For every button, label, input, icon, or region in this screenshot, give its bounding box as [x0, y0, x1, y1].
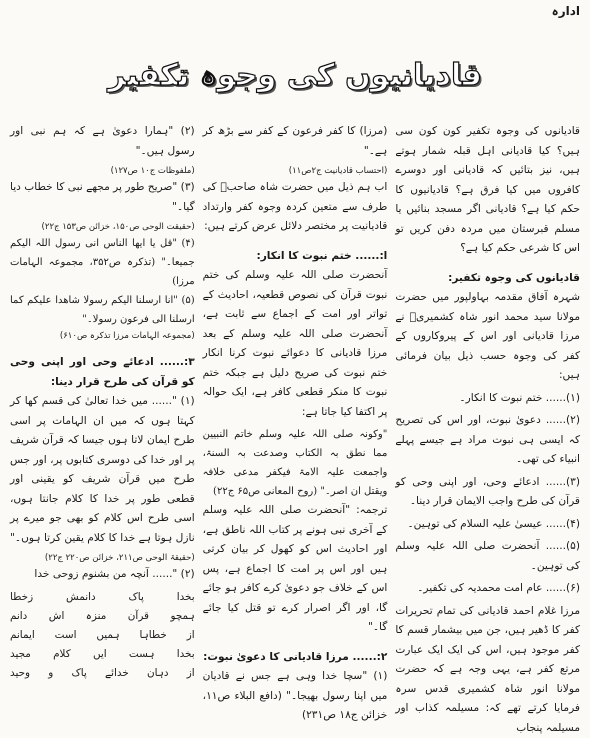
poem-verse: از دہان خدائے پاک و وحید [10, 664, 195, 683]
poem-verse: بخدا ہست ایں کلام مجید [10, 645, 195, 664]
section-heading: ۳:...... ادعائے وحی اور اپنی وحی کو قرآن کی طرح قرار دینا: [10, 353, 195, 392]
list-item: (۱)...... ختم نبوت کا انکار۔ [395, 389, 580, 409]
citation: (احتساب قادیانیت ج۲ص۱۱) [203, 164, 388, 178]
paragraph: آنحضرت صلی اللہ علیہ وسلم کی ختم نبوت قرآن کی نصوص قطعیہ، احادیث کے تواتر اور امت کے اجماع سے ثابت ہے، آنحضرت صلی اللہ علیہ وسلم کے بعد مرزا قادیانی کا دعوائے نبوت کرنا انکار ختم نبوت کی صریح دلیل ہے جبکہ ختم نبوت کا منکر قطعی کافر ہے، ایک حوالہ پر اکتفا کیا جاتا ہے: [203, 266, 388, 422]
column-1 [395, 122, 580, 722]
arabic-quote: (۴) "قل یا ایھا الناس انی رسول اللہ الیکم جمیعا۔" (تذکرہ ص۳۵۲، مجموعہ الہامات مرزا) [10, 234, 195, 291]
section-heading: ۲:...... مرزا قادیانی کا دعویٰ نبوت: [203, 648, 388, 668]
paragraph: مرزا غلام احمد قادیانی کی تمام تحریرات کفر کا ڈھیر ہیں، جن میں بیشمار قسم کا کفر موجود ہیں، اس کی ایک ایک عبارت مرتع کفر ہے، یہی وجہ ہے کہ حضرت مولانا انور شاہ کشمیری قدس سرہ فرمایا کرتے تھے کہ: مسیلمہ کذاب اور مسیلمہ پنجاب [395, 602, 580, 738]
arabic-quote: "وکونہ صلی اللہ علیہ وسلم خاتم النبیین مما نطق بہ الکتاب وصدعت بہ السنۃ، واجمعت علیہ الامۃ فیکفر مدعی خلافہ ویقتل ان اصر۔" (روح المعانی ص۶۵ ج۲۲) [203, 425, 388, 501]
list-item: (۶)...... عام امت محمدیہ کی تکفیر۔ [395, 579, 580, 599]
list-item: (۵)...... آنحضرت صلی اللہ علیہ وسلم کی توہین۔ [395, 537, 580, 576]
arabic-quote: (۵) "انا ارسلنا الیکم رسولا شاھدا علیکم کما ارسلنا الی فرعون رسولا۔" [10, 291, 195, 329]
quote-paragraph: (۱) "...... میں خدا تعالیٰ کی قسم کھا کر کہتا ہوں کہ میں ان الہامات پر اسی طرح ایمان لاتا ہوں جیسا کہ قرآن شریف پر اور خدا کی دوسری کتابوں پر، اور جس طرح میں قرآن شریف کو یقینی اور قطعی طور پر خدا کا کلام جانتا ہوں، اسی طرح اس کلام کو بھی جو میرے پر نازل ہوتا ہے خدا کا کلام یقین کرتا ہوں۔" [10, 392, 195, 548]
text-columns [10, 122, 580, 722]
quote-paragraph: (۲) "...... آنچہ من بشنوم زوحی خدا [10, 565, 195, 585]
quote-paragraph: (۲) "ہمارا دعویٰ ہے کہ ہم نبی اور رسول ہیں۔" [10, 122, 195, 161]
header-label: ادارہ [552, 4, 580, 18]
quote-paragraph: (۱) "سچا خدا وہی ہے جس نے قادیان میں اپنا رسول بھیجا۔" (دافع البلاء ص۱۱، خزائن ج۱۸ ص۲۳۱) [203, 667, 388, 726]
poem-verse: بخدا پاک دانمش زخطا [10, 588, 195, 607]
citation: (مجموعہ الہامات مرزا تذکرہ ص۶۱۰) [10, 329, 195, 343]
poem-verse: ہمچو قرآن منزہ اش دانم [10, 607, 195, 626]
citation: (ملفوظات ج۱۰ ص۱۲۷) [10, 164, 195, 178]
section-heading: ا:...... ختم نبوت کا انکار: [203, 247, 388, 267]
column-3 [10, 122, 195, 722]
paragraph: اب ہم ذیل میں حضرت شاہ صاحبؒ کی طرف سے متعین کردہ وجوہ کفر وارتداد قادیانیت پر مختصر دلائل عرض کرتے ہیں: [203, 178, 388, 237]
column-2 [203, 122, 388, 722]
list-item: (۲)...... دعویٰ نبوت، اور اس کی تصریح کہ ایسی ہی نبوت مراد ہے جیسے پہلے انبیاء کی تھی۔ [395, 411, 580, 470]
section-heading: قادیانوں کی وجوہ تکفیر: [395, 269, 580, 289]
citation: (حقیقۃ الوحی ص۲۱۱، خزائن ص۲۲۰ ج۲۲) [10, 551, 195, 565]
paragraph: شہرہ آفاق مقدمہ بہاولپور میں حضرت مولانا سید محمد انور شاہ کشمیریؒ نے مرزا قادیانی اور اس کے پیروکاروں کے کفر کی وجوہ حسب ذیل بیان فرمائی ہیں: [395, 288, 580, 386]
quote-paragraph: (۳) "صریح طور پر مجھے نبی کا خطاب دیا گیا۔" [10, 178, 195, 217]
list-item: (۳)...... ادعائے وحی، اور اپنی وحی کو قرآن کی طرح واجب الایمان قرار دینا۔ [395, 473, 580, 512]
translation-paragraph: ترجمہ: "آنحضرت صلی اللہ علیہ وسلم کے آخری نبی ہونے پر کتاب اللہ ناطق ہے، اور احادیث اس کو کھول کر بیان کرتی ہیں اور اس پر امت کا اجماع ہے، پس اس کے خلاف جو دعویٰ کرے کافر ہو جائے گا، اور اگر اصرار کرے تو قتل کیا جائے گا۔" [203, 501, 388, 638]
list-item: (۴)...... عیسیٰ علیہ السلام کی توہین۔ [395, 515, 580, 535]
poem-verse: از خطاہا ہمیں است ایمانم [10, 626, 195, 645]
quote-paragraph: (مرزا) کا کفر فرعون کے کفر سے بڑھ کر ہے۔" [203, 122, 388, 161]
article-title: قادیانیوں کی وجوہ تکفیر [0, 58, 590, 93]
citation: (حقیقت الوحی ص۱۵۰، خزائن ص۱۵۳ ج۲۲) [10, 220, 195, 234]
question-paragraph: قادیانوں کی وجوہ تکفیر کون کون سی ہیں؟ کیا قادیانی اہل قبلہ شمار ہوتے ہیں، نیز بتائیں کہ قادیانی اور دوسرے کافروں میں کیا فرق ہے؟ قادیانیوں کا حکم کیا ہے؟ قادیانی اگر مسجد بنائیں یا مسلم قبرستان میں مردہ دفن کریں تو اس کا شرعی حکم کیا ہے؟ [395, 122, 580, 259]
